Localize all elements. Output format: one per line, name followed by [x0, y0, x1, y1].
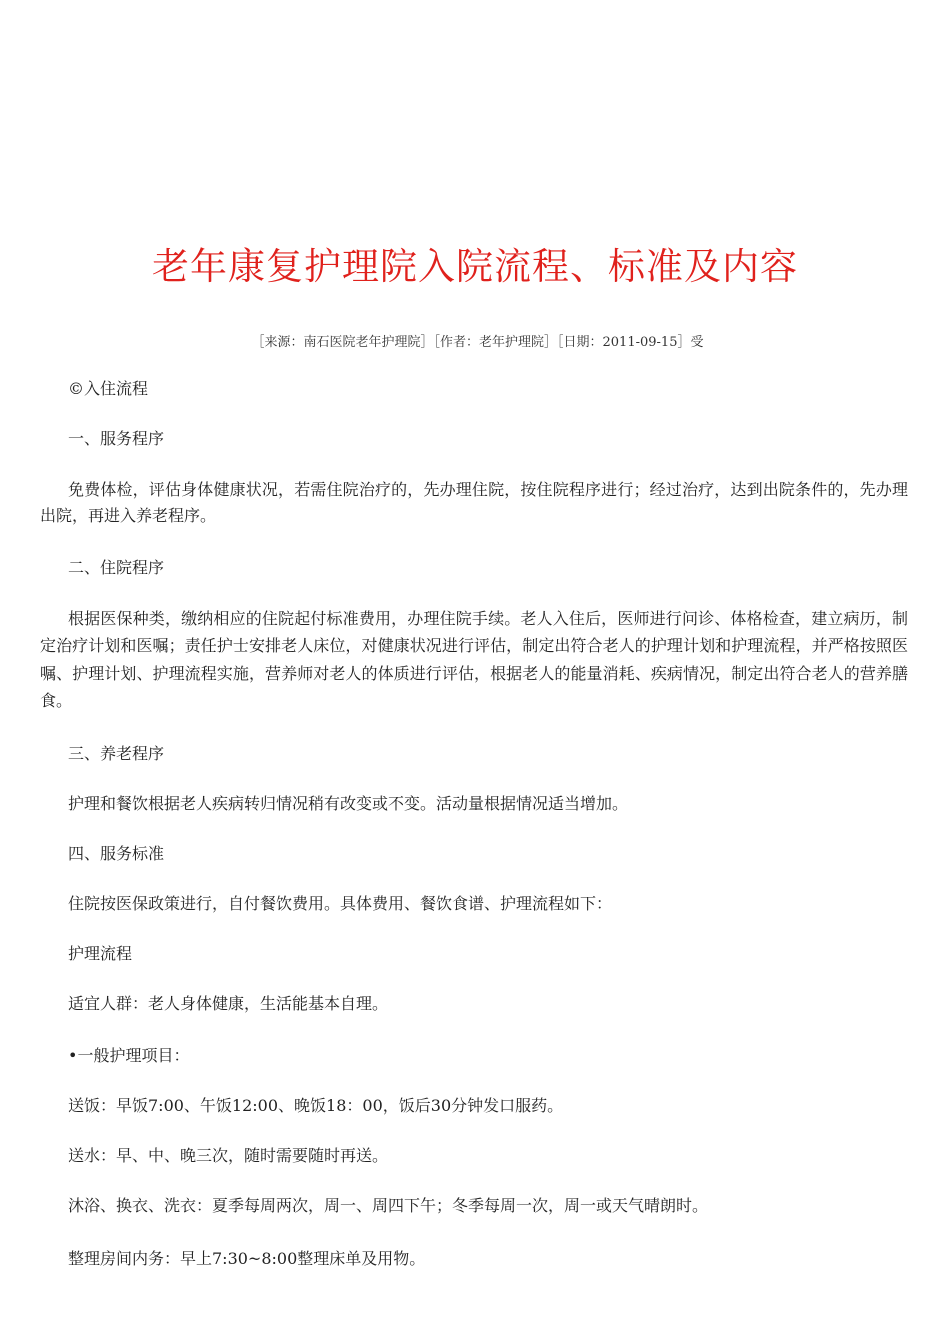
paragraph-service-procedure: 免费体检，评估身体健康状况，若需住院治疗的，先办理住院，按住院程序进行；经过治疗，达到出院条件的，先办理出院，再进入养老程序。	[40, 480, 908, 525]
section-heading-elderly-care-procedure: 三、养老程序	[68, 744, 165, 763]
document-title: 老年康复护理院入院流程、标准及内容	[152, 245, 798, 288]
section-heading-service-procedure: 一、服务程序	[68, 429, 165, 448]
paragraph-elderly-care-procedure: 护理和餐饮根据老人疾病转归情况稍有改变或不变。活动量根据情况适当增加。	[68, 794, 629, 813]
list-item-bathing-laundry: 沐浴、换衣、洗衣：夏季每周两次，周一、周四下午；冬季每周一次，周一或天气晴朗时。	[68, 1196, 709, 1215]
list-heading-general-nursing: •一般护理项目：	[68, 1046, 190, 1065]
section-heading-service-standard: 四、服务标准	[68, 844, 165, 863]
list-item-water-delivery: 送水：早、中、晚三次，随时需要随时再送。	[68, 1146, 389, 1165]
list-item-meal-delivery: 送饭：早饭7:00、午饭12:00、晚饭18：00，饭后30分钟发口服药。	[68, 1096, 564, 1115]
list-item-room-tidying: 整理房间内务：早上7:30~8:00整理床单及用物。	[68, 1249, 426, 1268]
section-heading-admission: ©入住流程	[68, 379, 149, 398]
document-meta: ［来源：南石医院老年护理院］［作者：老年护理院］［日期：2011-09-15］受	[251, 335, 704, 350]
paragraph-target-group: 适宜人群：老人身体健康，生活能基本自理。	[68, 994, 389, 1013]
paragraph-service-standard: 住院按医保政策进行，自付餐饮费用。具体费用、餐饮食谱、护理流程如下：	[68, 894, 613, 913]
section-heading-hospital-procedure: 二、住院程序	[68, 558, 165, 577]
paragraph-hospital-procedure: 根据医保种类，缴纳相应的住院起付标准费用，办理住院手续。老人入住后，医师进行问诊、体格检查，建立病历，制定治疗计划和医嘱；责任护士安排老人床位，对健康状况进行评估，制定出符合老人的护理计划和护理流程，并严格按照医嘱、护理计划、护理流程实施，营养师对老人的体质进行评估，根据老人的能量消耗、疾病情况，制定出符合老人的营养膳食。	[40, 609, 908, 710]
subheading-nursing-process: 护理流程	[68, 944, 133, 963]
